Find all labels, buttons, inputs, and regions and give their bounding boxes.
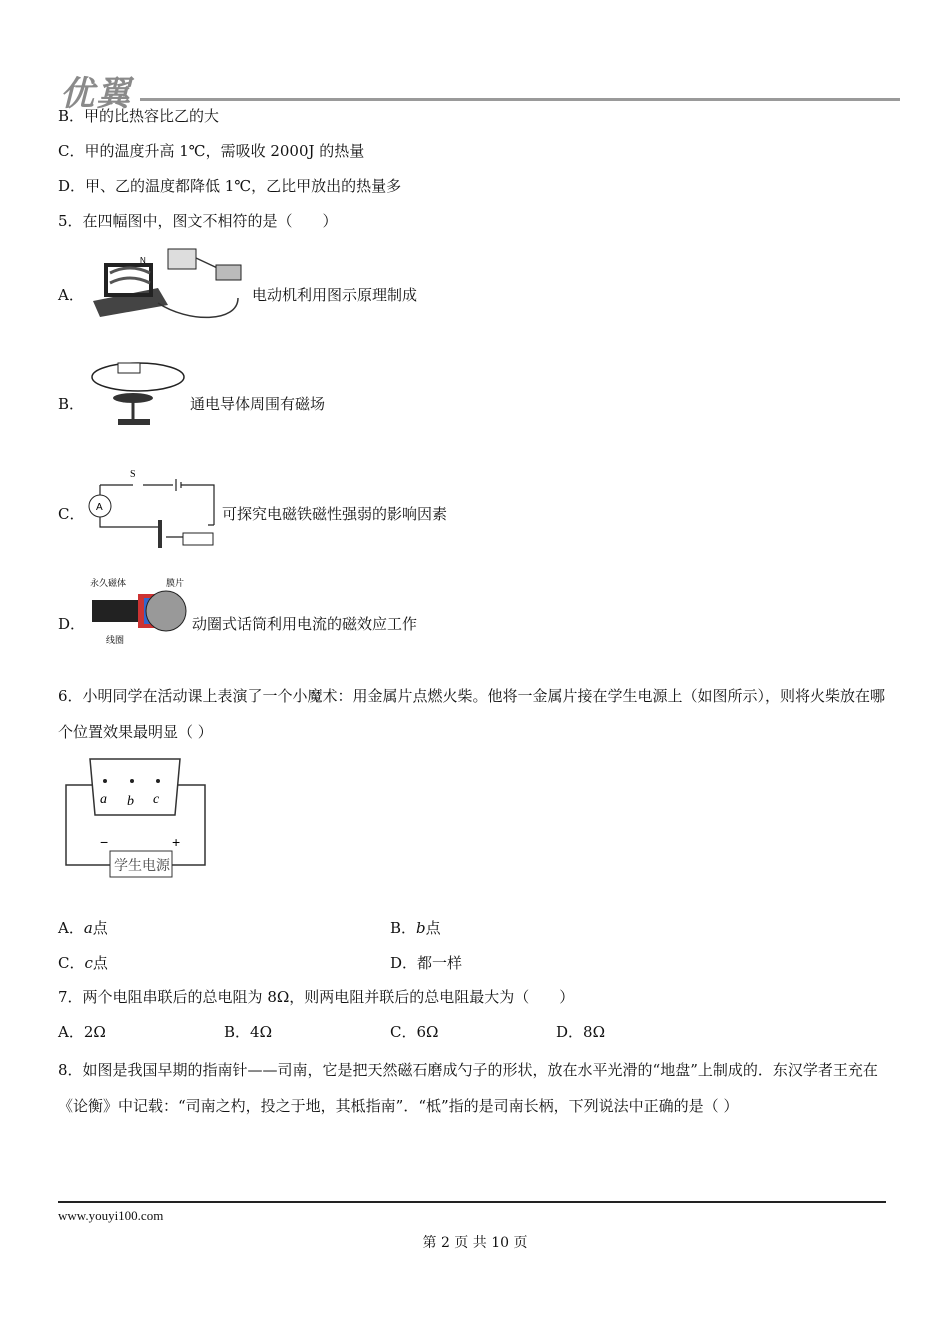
- q6-option-d: D．都一样: [390, 954, 463, 972]
- conductor-field-figure: [88, 355, 188, 430]
- fig-point-b: b: [127, 794, 134, 809]
- microphone-figure: [88, 576, 193, 648]
- fig-point-c: c: [153, 792, 160, 807]
- fig-a-n-label: N: [140, 256, 146, 265]
- q7-option-a: A．2Ω: [58, 1023, 106, 1041]
- q5-b-label: B．: [58, 395, 85, 413]
- q8-stem: 8．如图是我国早期的指南针——司南，它是把天然磁石磨成勺子的形状，放在水平光滑的“地盘”上制成的．东汉学者王充在《论衡》中记载：“司南之杓，投之于地，其柢指南”．“柢”指的是司南长柄，下列说法中正确的是（ ）: [58, 1061, 878, 1115]
- q5-d-caption: 动圈式话筒利用电流的磁效应工作: [192, 615, 418, 633]
- q4-option-c: C．甲的温度升高 1℃，需吸收 2000J 的热量: [58, 142, 365, 160]
- logo: 优翼: [60, 74, 132, 114]
- q6-option-c: C．c点: [58, 954, 108, 972]
- electromagnet-circuit-figure: [88, 465, 218, 553]
- page-number: 第 2 页 共 10 页: [422, 1235, 528, 1251]
- q5-a-label: A．: [58, 286, 84, 304]
- q7-stem: 7．两个电阻串联后的总电阻为 8Ω，则两电阻并联后的总电阻最大为（ ）: [58, 988, 575, 1006]
- q6-stem: 6．小明同学在活动课上表演了一个小魔术：用金属片点燃火柴。他将一金属片接在学生电源上（如图所示），则将火柴放在哪个位置效果最明显（ ）: [58, 687, 886, 741]
- q5-a-caption: 电动机利用图示原理制成: [252, 286, 418, 304]
- motor-figure: [88, 243, 248, 323]
- fig-d-membrane-label: 膜片: [166, 578, 185, 588]
- footer-rule: [58, 1201, 886, 1203]
- q7-option-b: B．4Ω: [224, 1023, 273, 1041]
- q5-c-label: C．: [58, 505, 85, 523]
- metal-sheet-circuit-figure: [60, 755, 210, 885]
- q5-c-caption: 可探究电磁铁磁性强弱的影响因素: [222, 505, 448, 523]
- q5-d-label: D．: [58, 615, 86, 633]
- q4-option-d: D．甲、乙的温度都降低 1℃，乙比甲放出的热量多: [58, 177, 402, 195]
- q7-option-c: C．6Ω: [390, 1023, 439, 1041]
- q6-option-a: A．a点: [58, 919, 108, 937]
- fig-point-a: a: [100, 792, 107, 807]
- fig-d-magnet-label: 永久磁体: [90, 578, 127, 588]
- q5-stem: 5．在四幅图中，图文不相符的是（ ）: [58, 212, 338, 230]
- q5-b-caption: 通电导体周围有磁场: [190, 395, 326, 413]
- q4-option-b: B．甲的比热容比乙的大: [58, 107, 220, 125]
- header-rule: [140, 98, 900, 101]
- fig-d-coil-label: 线圈: [106, 635, 125, 645]
- fig-minus: −: [100, 834, 109, 850]
- fig-c-s-label: S: [130, 469, 136, 480]
- footer-site: www.youyi100.com: [58, 1208, 164, 1223]
- fig-plus: +: [172, 834, 181, 850]
- fig-c-ammeter-label: A: [96, 502, 103, 513]
- q6-option-b: B．b点: [390, 919, 441, 937]
- q7-option-d: D．8Ω: [556, 1023, 606, 1041]
- fig-power-label: 学生电源: [114, 858, 170, 874]
